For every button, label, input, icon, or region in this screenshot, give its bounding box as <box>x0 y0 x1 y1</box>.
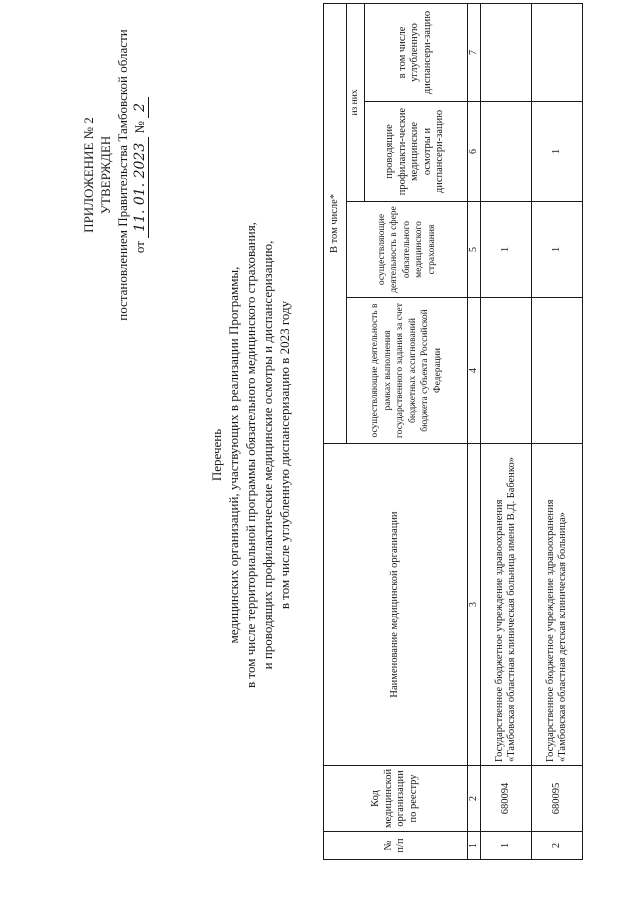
heading-line-2: медицинских организаций, участвующих в реализации Программы, <box>226 266 241 644</box>
column-numbers-row <box>467 3 481 859</box>
row-col6: 1 <box>532 102 583 202</box>
table-row <box>481 3 532 859</box>
row-col7 <box>481 3 532 101</box>
row-col6 <box>481 102 532 202</box>
number-label: № <box>132 121 147 134</box>
approval-block <box>80 5 149 345</box>
heading-line-3: в том числе территориальной программы обязательного медицинского страхования, <box>243 222 258 688</box>
row-num: 1 <box>481 832 532 860</box>
column-number: 2 <box>467 766 481 832</box>
column-number: 3 <box>467 444 481 766</box>
header-of-them: из них <box>347 3 365 201</box>
organizations-table <box>323 3 583 860</box>
handwritten-date: 11. 01. 2023 <box>132 137 149 238</box>
header-col4: осуществляющие деятельность в рамках выполнения государственного задания за счет бюджетных ассигнований бюджета субъекта Российской Федерации <box>347 298 468 444</box>
row-org-name: Государственное бюджетное учреждение здравоохранения «Тамбовская областная детская клиническая больница» <box>532 444 583 766</box>
resolution-issuer: постановлением Правительства Тамбовской области <box>115 29 130 321</box>
document-heading <box>208 125 293 785</box>
handwritten-number: 2 <box>132 97 149 118</box>
heading-title: Перечень <box>209 428 224 482</box>
row-col5: 1 <box>532 202 583 298</box>
header-in-total: В том числе* <box>324 3 347 443</box>
row-col7 <box>532 3 583 101</box>
header-name: Наименование медицинской организации <box>324 444 468 766</box>
date-prefix: от <box>132 241 147 254</box>
header-num: № п/п <box>324 832 468 860</box>
table-row <box>532 3 583 859</box>
appendix-number: ПРИЛОЖЕНИЕ № 2 <box>81 117 96 233</box>
header-col6: проводящие профилакти-ческие медицинские осмотры и диспансери-зацию <box>364 102 467 202</box>
row-org-name: Государственное бюджетное учреждение здравоохранения «Тамбовская областная клиническая больница имени В.Д. Бабенко» <box>481 444 532 766</box>
header-col5: осуществляющие деятельность в сфере обязательного медицинского страхования <box>347 202 468 298</box>
column-number: 1 <box>467 832 481 860</box>
row-code: 680095 <box>532 766 583 832</box>
heading-line-4: и проводящих профилактические медицинские осмотры и диспансеризацию, <box>260 240 275 670</box>
column-number: 6 <box>467 102 481 202</box>
row-col4 <box>481 298 532 444</box>
column-number: 5 <box>467 202 481 298</box>
heading-line-5: в том числе углубленную диспансеризацию в 2023 году <box>277 300 292 610</box>
approved-label: УТВЕРЖДЕН <box>98 135 113 215</box>
column-number: 7 <box>467 3 481 101</box>
header-row-top <box>324 3 347 859</box>
header-code: Код медицинской организации по реестру <box>324 766 468 832</box>
resolution-date-line <box>131 5 149 345</box>
row-col4 <box>532 298 583 444</box>
row-code: 680094 <box>481 766 532 832</box>
row-col5: 1 <box>481 202 532 298</box>
row-num: 2 <box>532 832 583 860</box>
header-col7: в том числе углубленную диспансери-зацию <box>364 3 467 101</box>
column-number: 4 <box>467 298 481 444</box>
